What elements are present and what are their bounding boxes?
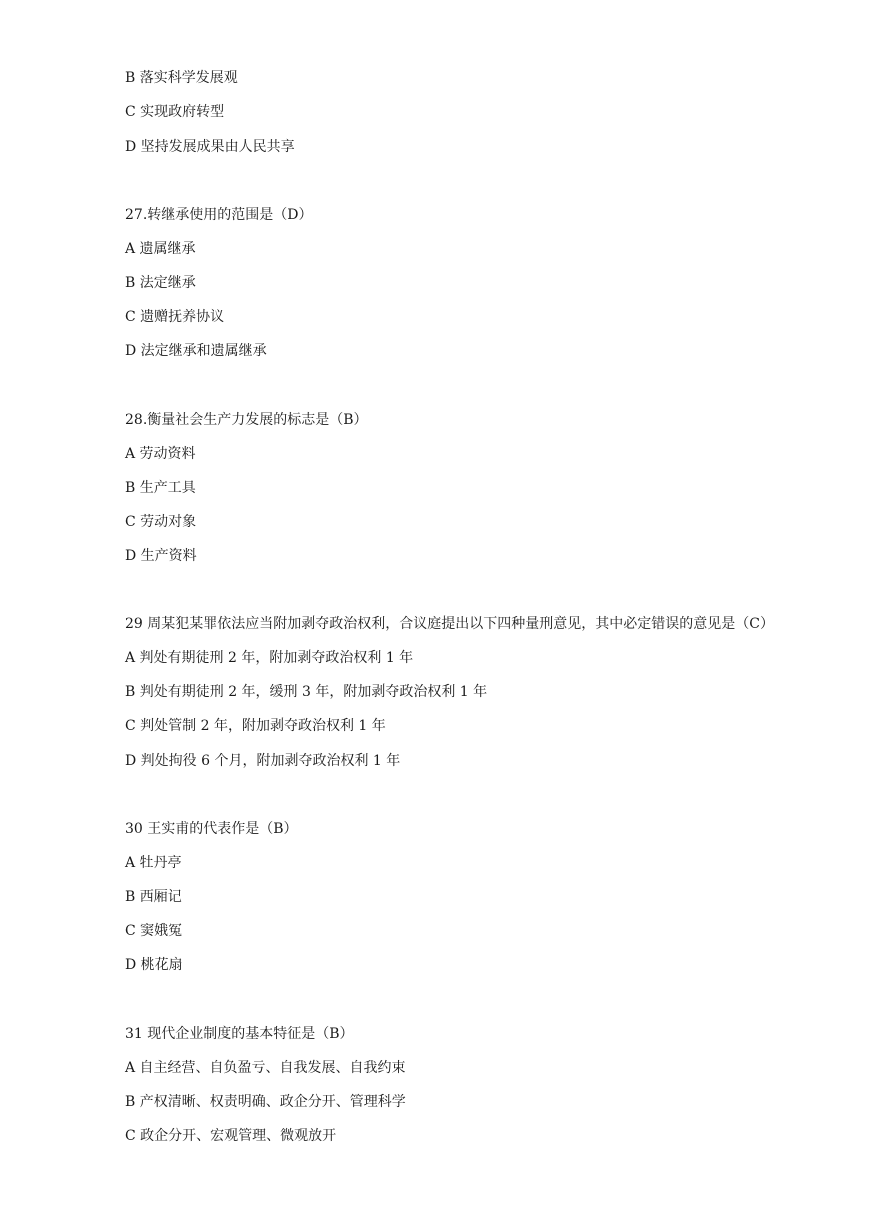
q29-question: 29 周某犯某罪依法应当附加剥夺政治权利，合议庭提出以下四种量刑意见，其中必定错误的意见是（C） — [125, 616, 774, 632]
q28-option-a: A 劳动资料 — [125, 446, 196, 462]
q27-option-d: D 法定继承和遗属继承 — [125, 343, 267, 359]
q30-option-d: D 桃花扇 — [125, 957, 183, 973]
q28-option-c: C 劳动对象 — [125, 514, 197, 530]
q26-option-d: D 坚持发展成果由人民共享 — [125, 139, 295, 155]
q27-option-c: C 遗赠抚养协议 — [125, 309, 225, 325]
q27-option-a: A 遗属继承 — [125, 241, 196, 257]
q28-question: 28.衡量社会生产力发展的标志是（B） — [125, 412, 368, 428]
q27-question: 27.转继承使用的范围是（D） — [125, 207, 313, 223]
q28-option-d: D 生产资料 — [125, 548, 197, 564]
q28-option-b: B 生产工具 — [125, 480, 196, 496]
q29-option-d: D 判处拘役 6 个月，附加剥夺政治权利 1 年 — [125, 753, 401, 769]
q26-option-c: C 实现政府转型 — [125, 104, 225, 120]
q30-option-b: B 西厢记 — [125, 889, 182, 905]
q27-option-b: B 法定继承 — [125, 275, 196, 291]
q30-option-a: A 牡丹亭 — [125, 855, 182, 871]
q31-question: 31 现代企业制度的基本特征是（B） — [125, 1026, 354, 1042]
q30-option-c: C 窦娥冤 — [125, 923, 183, 939]
q31-option-a: A 自主经营、自负盈亏、自我发展、自我约束 — [125, 1060, 406, 1076]
q29-option-b: B 判处有期徒刑 2 年，缓刑 3 年，附加剥夺政治权利 1 年 — [125, 684, 488, 700]
q29-option-a: A 判处有期徒刑 2 年，附加剥夺政治权利 1 年 — [125, 650, 414, 666]
q29-option-c: C 判处管制 2 年，附加剥夺政治权利 1 年 — [125, 718, 386, 734]
q30-question: 30 王实甫的代表作是（B） — [125, 821, 298, 837]
q31-option-c: C 政企分开、宏观管理、微观放开 — [125, 1128, 337, 1144]
q26-option-b: B 落实科学发展观 — [125, 70, 238, 86]
q31-option-b: B 产权清晰、权责明确、政企分开、管理科学 — [125, 1094, 406, 1110]
